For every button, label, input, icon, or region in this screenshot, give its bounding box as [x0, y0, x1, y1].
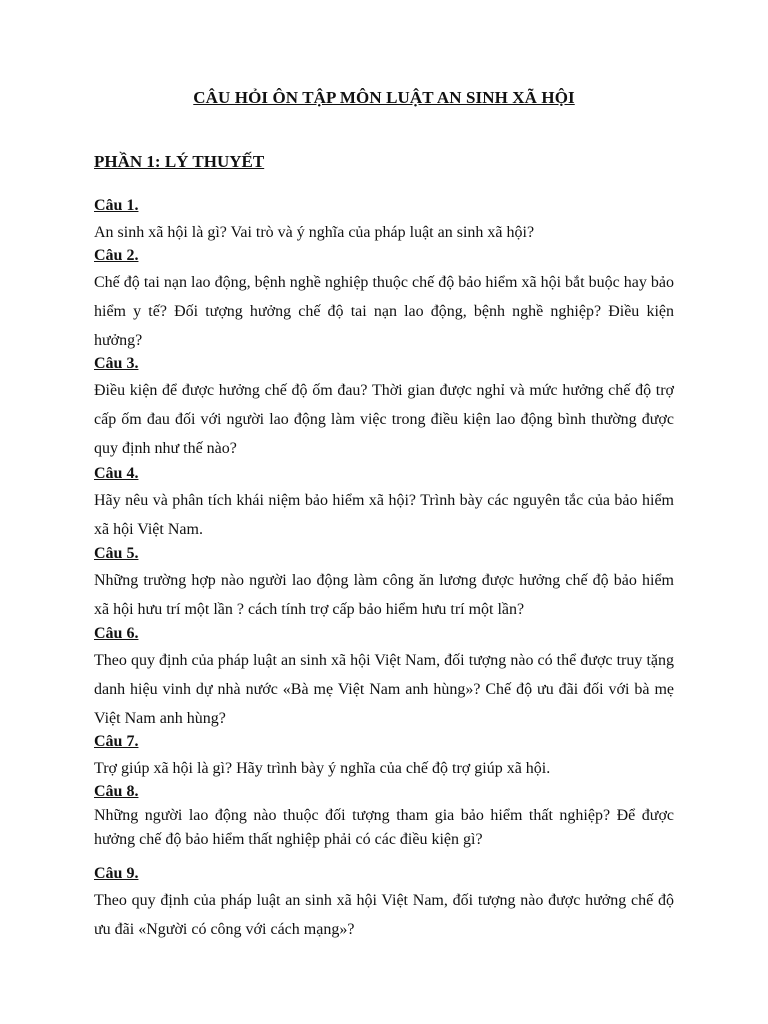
question-text: Theo quy định của pháp luật an sinh xã hội Việt Nam, đối tượng nào được hưởng chế độ ưu đãi «Người có công với cách mạng»? [94, 892, 674, 938]
question-5 [94, 544, 674, 624]
question-text: Trợ giúp xã hội là gì? Hãy trình bày ý nghĩa của chế độ trợ giúp xã hội. [94, 760, 551, 777]
section-heading: PHẦN 1: LÝ THUYẾT [94, 152, 265, 171]
question-label: Câu 4. [94, 465, 139, 482]
question-7 [94, 732, 674, 783]
question-label: Câu 7. [94, 733, 139, 750]
question-2 [94, 246, 674, 355]
question-text: Những trường hợp nào người lao động làm công ăn lương được hưởng chế độ bảo hiểm xã hội hưu trí một lần ? cách tính trợ cấp bảo hiểm hưu trí một lần? [94, 572, 674, 618]
question-text: Những người lao động nào thuộc đối tượng tham gia bảo hiểm thất nghiệp? Để được hưởng chế độ bảo hiểm thất nghiệp phải có các điều kiện gì? [94, 807, 674, 848]
question-3 [94, 354, 674, 463]
question-label: Câu 5. [94, 545, 139, 562]
question-6 [94, 624, 674, 733]
question-label: Câu 6. [94, 625, 139, 642]
question-4 [94, 464, 674, 544]
question-label: Câu 9. [94, 865, 139, 882]
question-1 [94, 196, 674, 247]
question-text: Chế độ tai nạn lao động, bệnh nghề nghiệp thuộc chế độ bảo hiểm xã hội bắt buộc hay bảo hiểm y tế? Đối tượng hưởng chế độ tai nạn lao động, bệnh nghề nghiệp? Điều kiện hưởng? [94, 274, 674, 349]
question-text: Điều kiện để được hưởng chế độ ốm đau? Thời gian được nghỉ và mức hưởng chế độ trợ cấp ốm đau đối với người lao động làm việc trong điều kiện lao động bình thường được quy định như thế nào? [94, 382, 674, 457]
question-label: Câu 8. [94, 783, 139, 800]
question-text: An sinh xã hội là gì? Vai trò và ý nghĩa của pháp luật an sinh xã hội? [94, 224, 535, 241]
question-8 [94, 782, 674, 852]
question-label: Câu 3. [94, 355, 139, 372]
question-text: Hãy nêu và phân tích khái niệm bảo hiểm xã hội? Trình bày các nguyên tắc của bảo hiểm xã hội Việt Nam. [94, 492, 674, 538]
question-label: Câu 1. [94, 197, 139, 214]
question-9 [94, 864, 674, 944]
question-text: Theo quy định của pháp luật an sinh xã hội Việt Nam, đối tượng nào có thể được truy tặng danh hiệu vinh dự nhà nước «Bà mẹ Việt Nam anh hùng»? Chế độ ưu đãi đối với bà mẹ Việt Nam anh hùng? [94, 652, 674, 727]
question-label: Câu 2. [94, 247, 139, 264]
document-title: CÂU HỎI ÔN TẬP MÔN LUẬT AN SINH XÃ HỘI [193, 88, 575, 107]
